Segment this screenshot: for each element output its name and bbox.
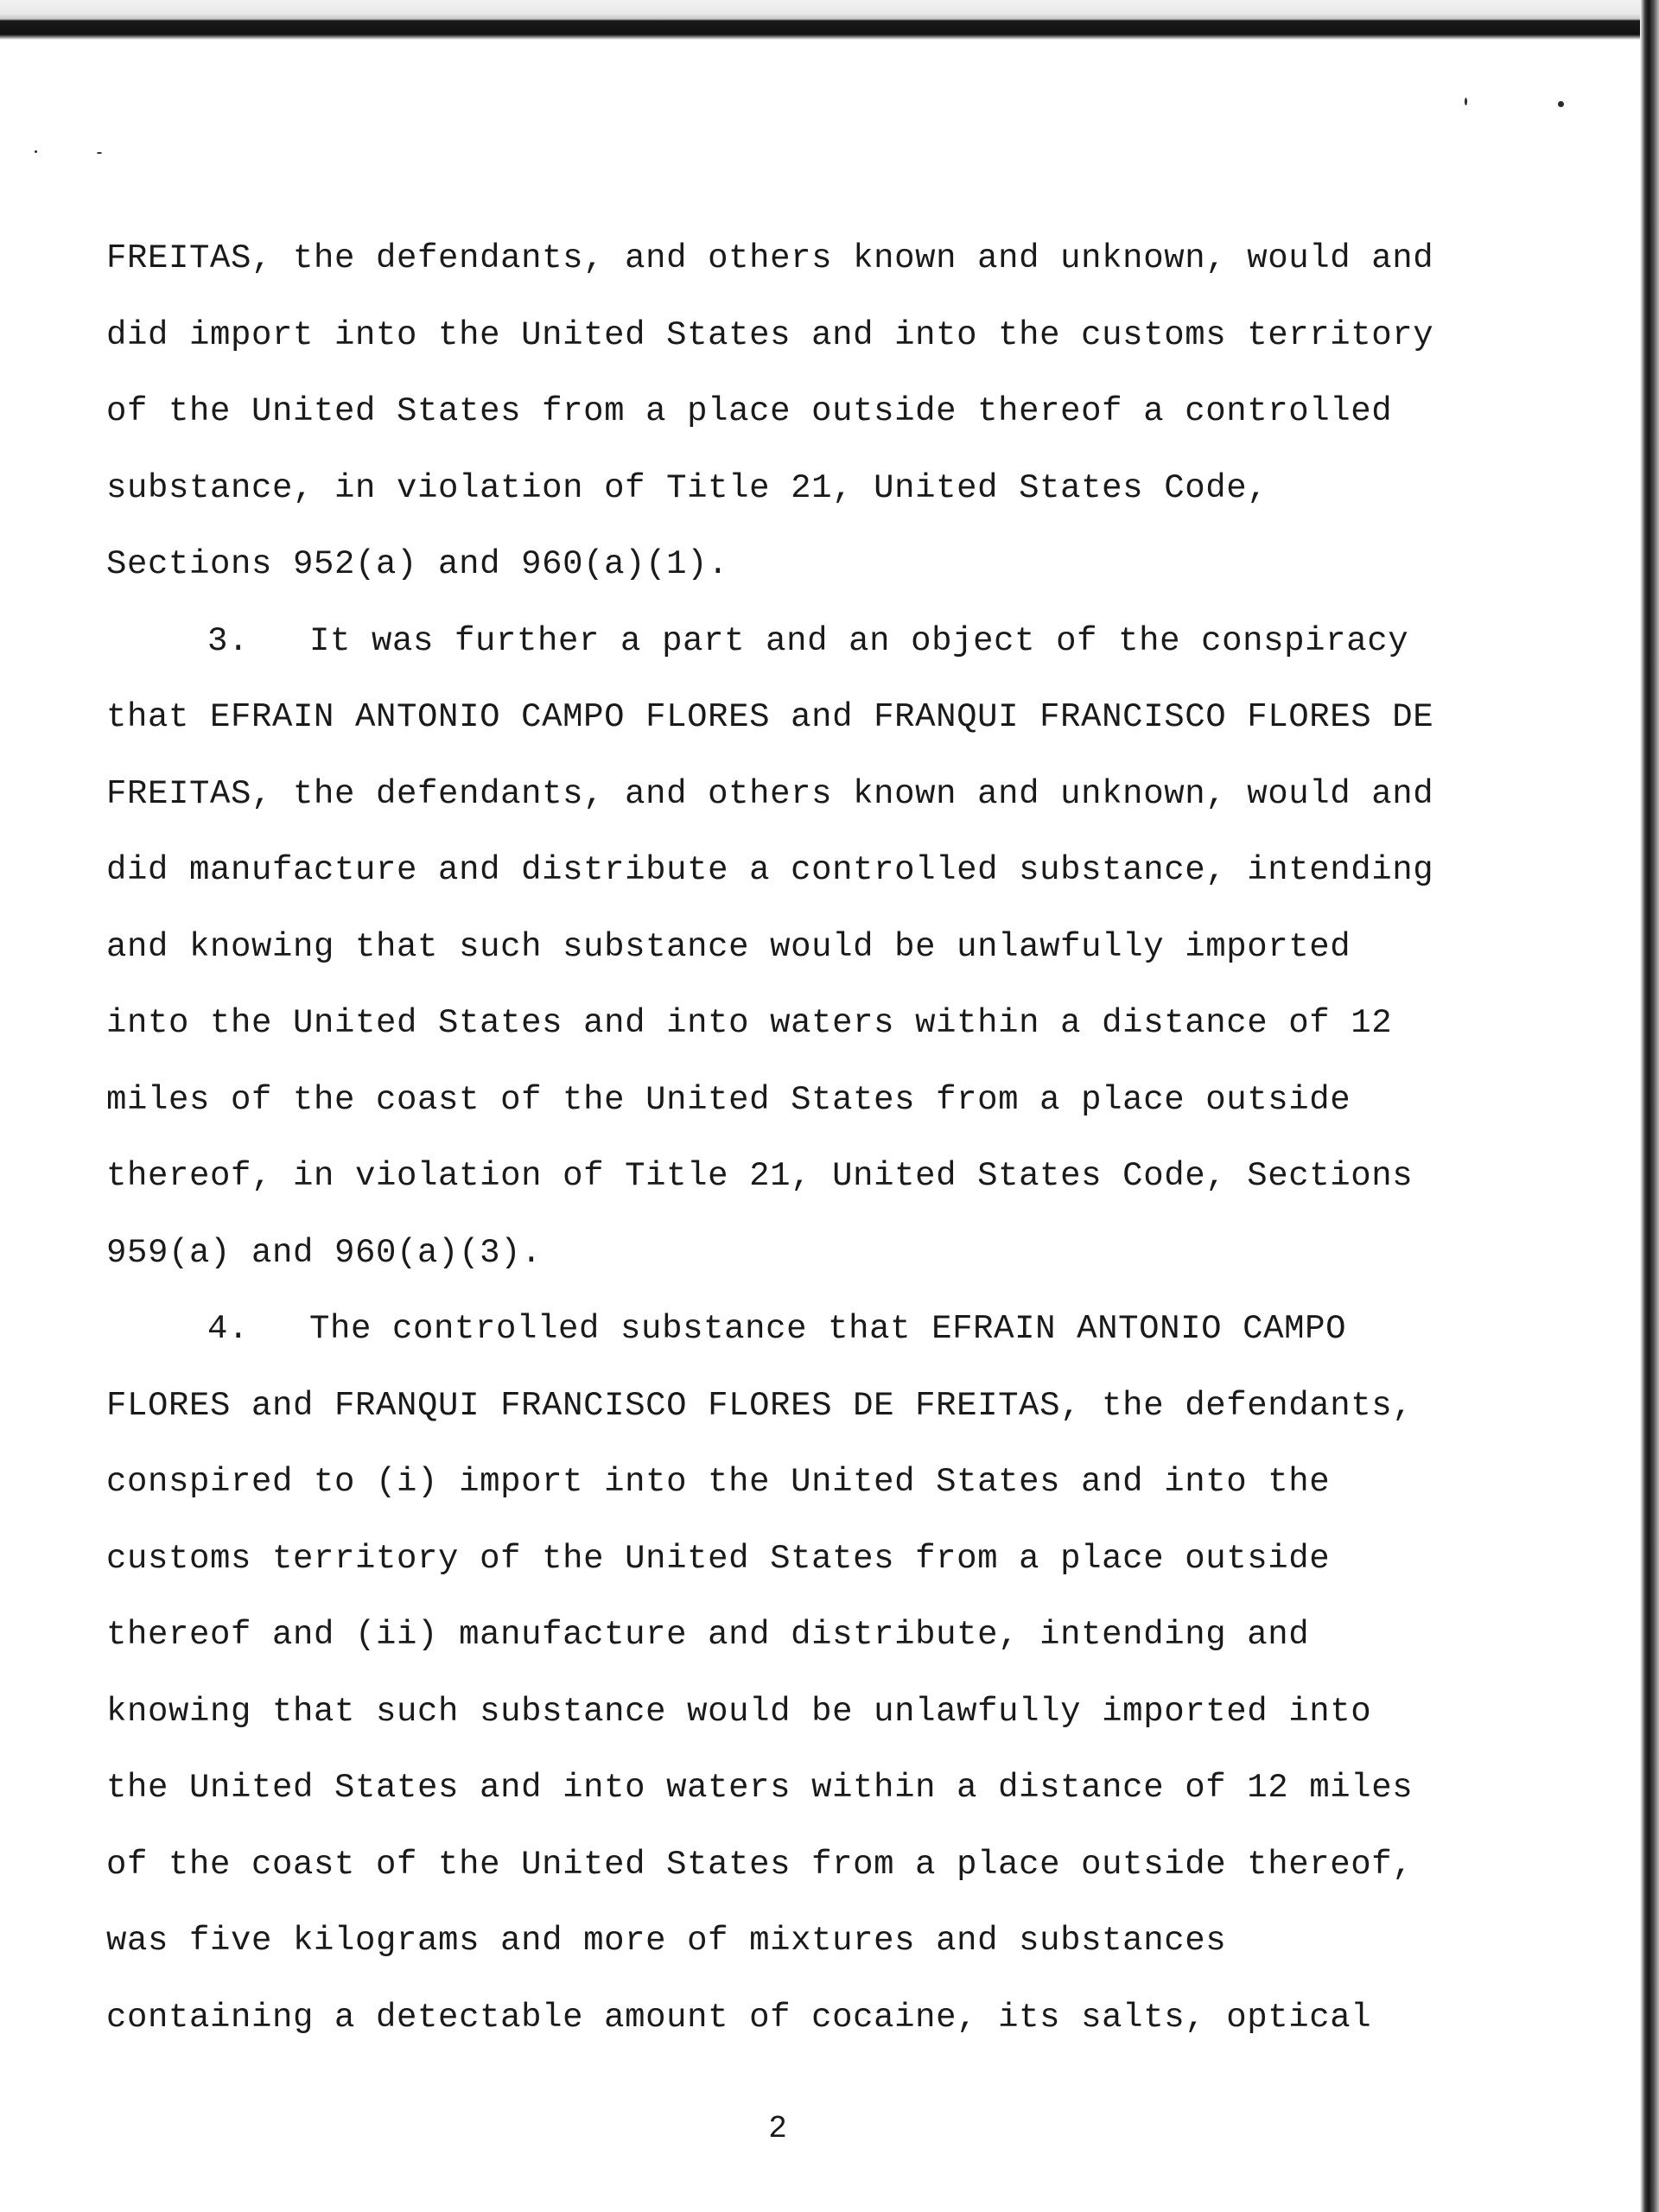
text-line: of the coast of the United States from a place outside thereof, bbox=[106, 1845, 1414, 1884]
text-line: and knowing that such substance would be unlawfully imported bbox=[106, 927, 1351, 966]
text-line: into the United States and into waters within a distance of 12 bbox=[106, 1004, 1393, 1042]
text-line: did import into the United States and into the customs territory bbox=[106, 315, 1434, 354]
scan-speck bbox=[1465, 98, 1467, 105]
paragraph-4-first-line bbox=[106, 1291, 1428, 1368]
text-line: 959(a) and 960(a)(3). bbox=[106, 1233, 543, 1272]
text-line: did manufacture and distribute a controlled substance, intending bbox=[106, 851, 1434, 889]
text-line: Sections 952(a) and 960(a)(1). bbox=[106, 545, 729, 583]
paragraph-number: 4. bbox=[207, 1310, 250, 1348]
text-line: was five kilograms and more of mixtures and substances bbox=[106, 1922, 1227, 1960]
text-line: substance, in violation of Title 21, United States Code, bbox=[106, 468, 1268, 507]
text-line: It was further a part and an object of the conspiracy bbox=[309, 621, 1409, 660]
scan-right-edge bbox=[1640, 0, 1659, 2212]
text-line: containing a detectable amount of cocaine, its salts, optical bbox=[106, 1998, 1372, 2037]
scan-speck bbox=[35, 150, 37, 153]
text-line: that EFRAIN ANTONIO CAMPO FLORES and FRANQUI FRANCISCO FLORES DE bbox=[106, 698, 1434, 736]
text-line: miles of the coast of the United States from a place outside bbox=[106, 1080, 1351, 1119]
text-line: FREITAS, the defendants, and others known and unknown, would and bbox=[106, 239, 1434, 277]
text-line: The controlled substance that EFRAIN ANTONIO CAMPO bbox=[309, 1310, 1347, 1348]
text-line: FREITAS, the defendants, and others known and unknown, would and bbox=[106, 774, 1434, 813]
scan-speck bbox=[97, 152, 102, 154]
text-line: thereof, in violation of Title 21, United States Code, Sections bbox=[106, 1157, 1414, 1195]
text-line: thereof and (ii) manufacture and distribute, intending and bbox=[106, 1616, 1310, 1654]
paragraph-3-first-line bbox=[106, 603, 1428, 680]
text-line: customs territory of the United States from a place outside bbox=[106, 1539, 1331, 1578]
scan-top-edge bbox=[0, 0, 1659, 40]
document-body bbox=[106, 220, 1434, 2056]
page-number: 2 bbox=[768, 2111, 787, 2146]
text-line: conspired to (i) import into the United States and into the bbox=[106, 1463, 1331, 1501]
text-line: knowing that such substance would be unlawfully imported into bbox=[106, 1692, 1372, 1731]
text-line: FLORES and FRANQUI FRANCISCO FLORES DE FREITAS, the defendants, bbox=[106, 1386, 1414, 1425]
text-line: of the United States from a place outside thereof a controlled bbox=[106, 392, 1393, 430]
text-line: the United States and into waters within a distance of 12 miles bbox=[106, 1769, 1414, 1807]
paragraph-number: 3. bbox=[207, 621, 250, 660]
scan-speck bbox=[1558, 101, 1564, 107]
